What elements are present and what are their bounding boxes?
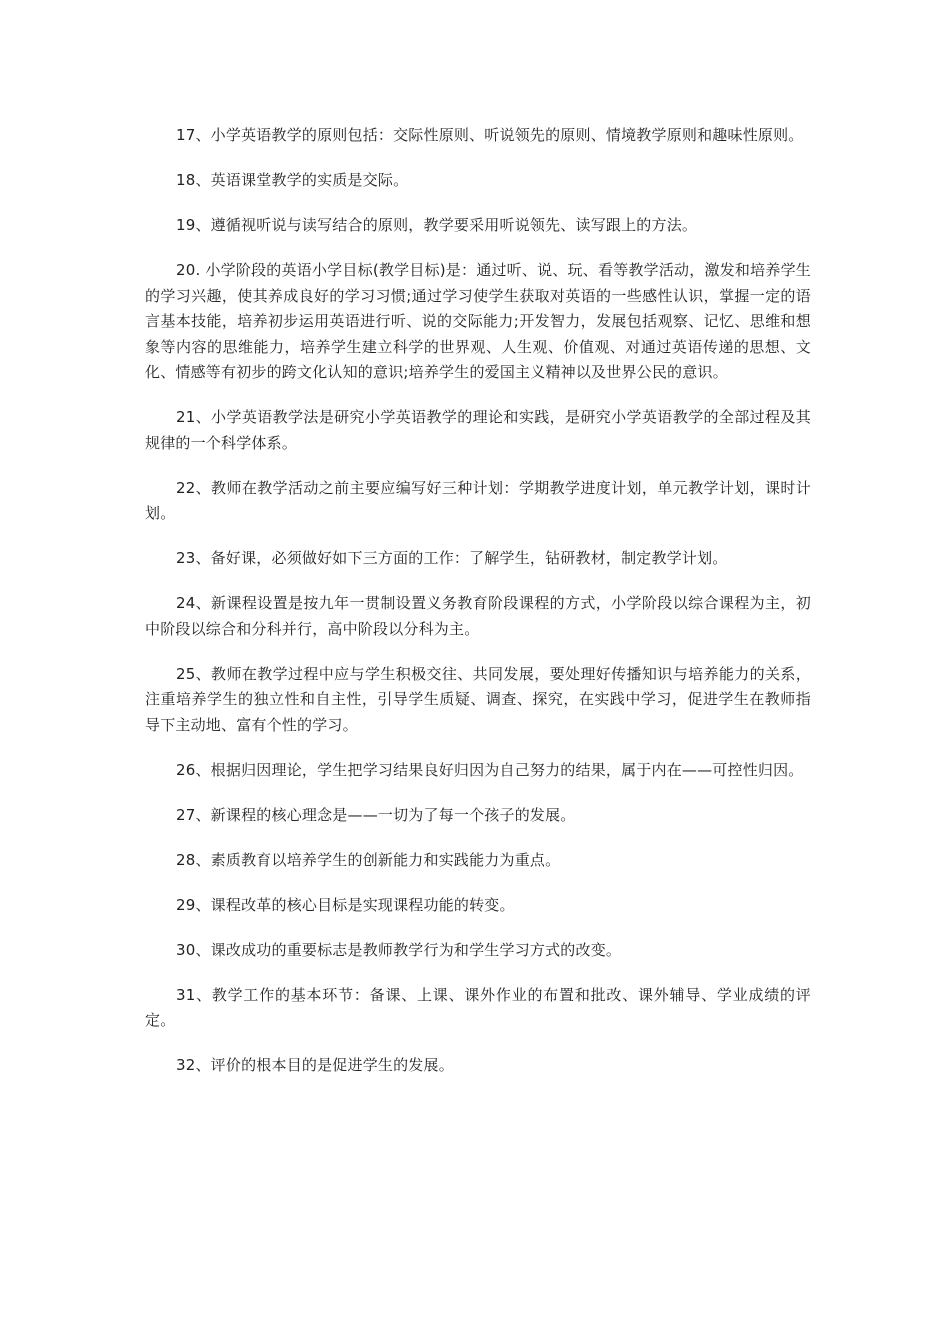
paragraph-19: 19、遵循视听说与读写结合的原则，教学要采用听说领先、读写跟上的方法。 [176, 216, 698, 234]
document-body [145, 123, 811, 1098]
paragraph-22: 22、教师在教学活动之前主要应编写好三种计划：学期教学进度计划，单元教学计划，课时计划。 [145, 478, 811, 522]
paragraph-32: 32、评价的根本目的是促进学生的发展。 [176, 1056, 454, 1074]
paragraph-24: 24、新课程设置是按九年一贯制设置义务教育阶段课程的方式，小学阶段以综合课程为主，初中阶段以综合和分科并行，高中阶段以分科为主。 [145, 594, 811, 638]
paragraph-17: 17、小学英语教学的原则包括：交际性原则、听说领先的原则、情境教学原则和趣味性原则。 [176, 126, 804, 144]
paragraph-21: 21、小学英语教学法是研究小学英语教学的理论和实践，是研究小学英语教学的全部过程及其规律的一个科学体系。 [145, 408, 811, 452]
paragraph-28: 28、素质教育以培养学生的创新能力和实践能力为重点。 [176, 850, 561, 869]
paragraph-20: 20. 小学阶段的英语小学目标(教学目标)是：通过听、说、玩、看等教学活动，激发和培养学生的学习兴趣，使其养成良好的学习习惯;通过学习使学生获取对英语的一些感性认识，掌握一定的语言基本技能，培养初步运用英语进行听、说的交际能力;开发智力，发展包括观察、记忆、思维和想象等内容的思维能力，培养学生建立科学的世界观、人生观、价值观、对通过英语传递的思想、文化、情感等有初步的跨文化认知的意识;培养学生的爱国主义精神以及世界公民的意识。 [145, 261, 811, 381]
paragraph-23: 23、备好课，必须做好如下三方面的工作：了解学生，钻研教材，制定教学计划。 [176, 549, 728, 567]
paragraph-27: 27、新课程的核心理念是——一切为了每一个孩子的发展。 [176, 805, 576, 824]
paragraph-30: 30、课改成功的重要标志是教师教学行为和学生学习方式的改变。 [176, 940, 622, 959]
paragraph-18: 18、英语课堂教学的实质是交际。 [176, 171, 409, 189]
paragraph-25: 25、教师在教学过程中应与学生积极交往、共同发展，要处理好传播知识与培养能力的关系，注重培养学生的独立性和自主性，引导学生质疑、调查、探究，在实践中学习，促进学生在教师指导下主动地、富有个性的学习。 [145, 664, 811, 734]
paragraph-29: 29、课程改革的核心目标是实现课程功能的转变。 [176, 895, 515, 914]
paragraph-26: 26、根据归因理论，学生把学习结果良好归因为自己努力的结果，属于内在——可控性归因。 [176, 760, 804, 779]
paragraph-31: 31、教学工作的基本环节：备课、上课、课外作业的布置和批改、课外辅导、学业成绩的评定。 [145, 985, 811, 1029]
